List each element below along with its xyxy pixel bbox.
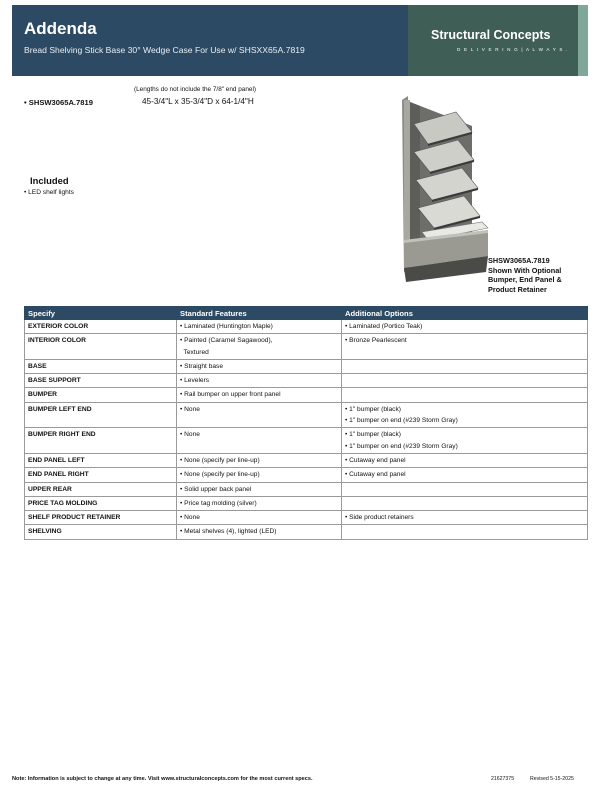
cell-line: • Straight base	[180, 362, 223, 370]
cell-line: • 1" bumper on end (#239 Storm Gray)	[345, 442, 458, 450]
spec-name-cell: INTERIOR COLOR	[25, 334, 177, 360]
spec-name-cell: EXTERIOR COLOR	[25, 320, 177, 334]
brand-stripe	[578, 5, 588, 76]
standard-features-cell	[177, 511, 342, 525]
cell-line: • 1" bumper on end (#239 Storm Gray)	[345, 417, 458, 425]
spec-name-cell: END PANEL RIGHT	[25, 468, 177, 482]
cell-line: • Laminated (Huntington Maple)	[180, 323, 273, 330]
col-header-specify: Specify	[25, 307, 177, 320]
table-row	[25, 428, 588, 454]
table-row	[25, 374, 588, 388]
spec-table	[24, 306, 588, 540]
cell-line: • None	[180, 405, 200, 413]
standard-features-cell	[177, 402, 342, 428]
standard-features-cell	[177, 388, 342, 402]
spec-name-cell: UPPER REAR	[25, 482, 177, 496]
standard-features-cell	[177, 320, 342, 334]
cell-line: • Price tag molding (silver)	[180, 499, 257, 507]
cell-line: • Levelers	[180, 377, 210, 385]
additional-options-cell	[342, 482, 588, 496]
additional-options-cell	[342, 428, 588, 454]
model-number: • SHSW3065A.7819	[24, 98, 93, 107]
brand-tagline: D E L I V E R I N G | A L W A Y S .	[457, 47, 569, 52]
brand-name: Structural Concepts	[431, 28, 551, 42]
table-row	[25, 468, 588, 482]
cell-line: • Metal shelves (4), lighted (LED)	[180, 528, 277, 536]
cell-line: Textured	[180, 348, 209, 356]
cell-line: • Side product retainers	[345, 514, 414, 522]
additional-options-cell	[342, 320, 588, 334]
table-row	[25, 525, 588, 539]
table-row	[25, 511, 588, 525]
standard-features-cell	[177, 453, 342, 467]
spec-name-cell: BUMPER RIGHT END	[25, 428, 177, 454]
standard-features-cell	[177, 525, 342, 539]
additional-options-cell	[342, 453, 588, 467]
cell-line: • Painted (Caramel Sagawood),	[180, 337, 273, 345]
cell-line: • Laminated (Portico Teak)	[345, 323, 423, 330]
table-row	[25, 482, 588, 496]
spec-name-cell: BASE	[25, 359, 177, 373]
table-row	[25, 334, 588, 360]
header-banner	[12, 5, 408, 76]
standard-features-cell	[177, 496, 342, 510]
revision-date: Revised 5-15-2025	[530, 776, 574, 782]
standard-features-cell	[177, 428, 342, 454]
cell-line: • Cutaway end panel	[345, 456, 406, 464]
spec-name-cell: END PANEL LEFT	[25, 453, 177, 467]
table-row	[25, 496, 588, 510]
standard-features-cell	[177, 359, 342, 373]
spec-name-cell: BASE SUPPORT	[25, 374, 177, 388]
spec-table-header	[25, 307, 588, 320]
spec-name-cell: SHELF PRODUCT RETAINER	[25, 511, 177, 525]
cell-line: • 1" bumper (black)	[345, 405, 401, 413]
cell-line: • Rail bumper on upper front panel	[180, 391, 281, 399]
brand-logo	[408, 5, 578, 76]
product-image	[398, 96, 490, 286]
spec-name-cell: PRICE TAG MOLDING	[25, 496, 177, 510]
dimensions: 45-3/4"L x 35-3/4"D x 64-1/4"H	[142, 97, 254, 106]
table-row	[25, 320, 588, 334]
additional-options-cell	[342, 334, 588, 360]
cell-line: • None	[180, 431, 200, 439]
standard-features-cell	[177, 374, 342, 388]
col-header-standard: Standard Features	[177, 307, 342, 320]
cell-line: • None (specify per line-up)	[180, 456, 260, 464]
included-heading: Included	[30, 175, 69, 186]
additional-options-cell	[342, 496, 588, 510]
lengths-note: (Lengths do not include the 7/8" end panel)	[134, 86, 257, 93]
spec-name-cell: BUMPER LEFT END	[25, 402, 177, 428]
standard-features-cell	[177, 468, 342, 482]
additional-options-cell	[342, 525, 588, 539]
standard-features-cell	[177, 482, 342, 496]
additional-options-cell	[342, 388, 588, 402]
cell-line: • None (specify per line-up)	[180, 471, 260, 479]
cell-line: • Cutaway end panel	[345, 471, 406, 479]
table-row	[25, 453, 588, 467]
page-title: Addenda	[24, 19, 97, 38]
additional-options-cell	[342, 359, 588, 373]
document-id: 21627375	[491, 776, 515, 782]
cell-line: • 1" bumper (black)	[345, 431, 401, 439]
cell-line: • Bronze Pearlescent	[345, 337, 407, 345]
additional-options-cell	[342, 511, 588, 525]
image-caption: SHSW3065A.7819 Shown With Optional Bumper, End Panel & Product Retainer	[488, 256, 562, 294]
page-subtitle: Bread Shelving Stick Base 30° Wedge Case For Use w/ SHSXX65A.7819	[24, 45, 305, 55]
cell-line: • Solid upper back panel	[180, 485, 252, 493]
spec-name-cell: BUMPER	[25, 388, 177, 402]
footer-note: Note: Information is subject to change at any time. Visit www.structuralconcepts.com for the most current specs.	[12, 776, 313, 782]
col-header-options: Additional Options	[342, 307, 588, 320]
additional-options-cell	[342, 468, 588, 482]
standard-features-cell	[177, 334, 342, 360]
additional-options-cell	[342, 402, 588, 428]
cell-line: • None	[180, 514, 200, 522]
additional-options-cell	[342, 374, 588, 388]
table-row	[25, 388, 588, 402]
table-row	[25, 402, 588, 428]
table-row	[25, 359, 588, 373]
included-item: • LED shelf lights	[24, 189, 74, 196]
spec-name-cell: SHELVING	[25, 525, 177, 539]
